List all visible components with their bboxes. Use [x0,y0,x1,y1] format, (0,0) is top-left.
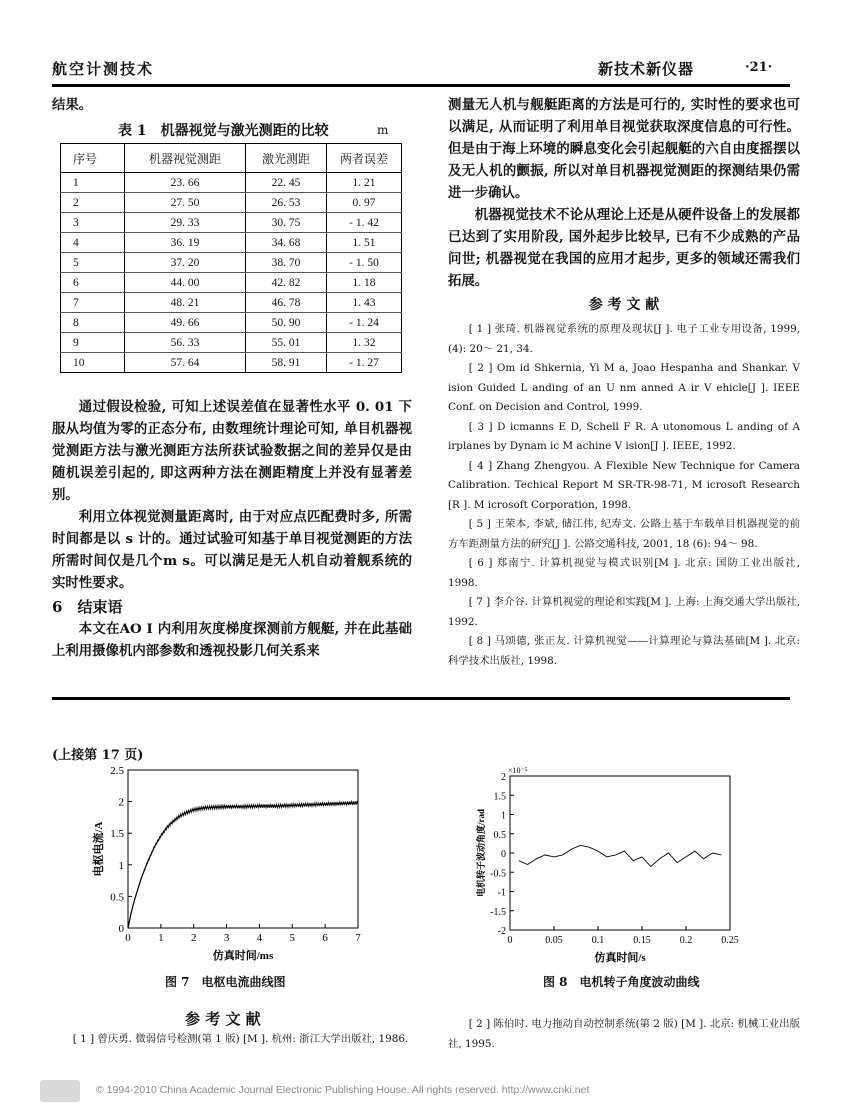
reference-item: [ 7 ] 李介谷. 计算机视觉的理论和实践[M ]. 上海: 上海交通大学出版社, 1992. [448,596,800,628]
section-title: 新技术新仪器 [598,60,695,78]
scale-note: ×10⁻⁵ [508,766,528,775]
table-cell: 8 [61,313,125,333]
reference-item: [ 1 ] 曾庆勇. 微弱信号检测(第 1 版) [M ]. 杭州: 浙江大学出版社, 1986. [72,1033,409,1045]
figure-7-chart [80,760,380,970]
paragraph: 机器视觉技术不论从理论上还是从硬件设备上的发展都已达到了实用阶段, 国外起步比较早, 已有不少成熟的产品问世; 机器视觉在我国的应用才起步, 更多的领域还需我们拓展。 [448,207,800,289]
table-cell: 49. 66 [125,313,246,333]
cnki-logo [40,1080,80,1102]
table-header-cell: 两者误差 [327,144,402,173]
table-cell: 55. 01 [246,333,327,353]
table-cell: 6 [61,273,125,293]
copyright-footer: © 1994-2010 China Academic Journal Electronic Publishing House. All rights reserved. http://www.cnki.net [96,1084,590,1096]
table-cell: 27. 50 [125,193,246,213]
table-cell: 48. 21 [125,293,246,313]
table-cell: 1. 21 [327,173,402,193]
table-cell: 26. 53 [246,193,327,213]
table-cell: 4 [61,233,125,253]
section-number: 6 [52,598,63,616]
table-cell: 2 [61,193,125,213]
y-tick-label: -1.5 [490,906,506,918]
table-cell: 9 [61,333,125,353]
reference-item: [ 6 ] 郑南宁. 计算机视觉与模式识别[M ]. 北京: 国防工业出版社, 1998. [448,557,800,589]
paragraph: 通过假设检验, 可知上述误差值在显著性水平 0. 01 下服从均值为零的正态分布, 由数理统计理论可知, 单目机器视觉测距方法与激光测距方法所获试验数据之间的差异仅是由随机误差引起的, 即这两种方法在测距精度上并没有显著差别。 [52,399,412,503]
x-tick-label: 0.25 [721,935,739,946]
y-tick-label: 1.5 [110,828,124,841]
data-line [128,803,358,928]
x-tick-label: 0.05 [545,935,563,946]
table-row [61,253,402,273]
table-row [61,293,402,313]
reference-item: [ 4 ] Zhang Zhengyou. A Flexible New Technique for Camera Calibration. Techical Report M SR-TR-98-71, M icrosoft Research [R ]. M icrosoft Corporation, 1998. [448,459,800,511]
plot-frame [128,770,358,928]
table-cell: 1. 43 [327,293,402,313]
page-number: ·21· [745,60,773,75]
y-tick-label: -0.5 [490,868,506,880]
table-cell: 7 [61,293,125,313]
table-cell: 56. 33 [125,333,246,353]
y-tick-label: 2 [501,772,506,783]
table-cell: - 1. 24 [327,313,402,333]
table-header-cell: 序号 [61,144,125,173]
table-cell: - 1. 50 [327,253,402,273]
table-cell: 1. 51 [327,233,402,253]
paragraph: 本文在AO I 内利用灰度梯度探测前方舰艇, 并在此基础上利用摄像机内部参数和透视投影几何关系来 [52,621,412,659]
table-row [61,233,402,253]
y-tick-label: 2 [118,796,124,809]
section-rule [52,697,790,700]
table-cell: 22. 45 [246,173,327,193]
reference-item: [ 8 ] 马颂德, 张正友. 计算机视觉——计算理论与算法基础[M ]. 北京: 科学技术出版社, 1998. [448,635,800,667]
paragraph: 利用立体视觉测量距离时, 由于对应点匹配费时多, 所需时间都是以 s 计的。通过试验可知基于单目视觉测距的方法所需时间仅是几个m s。可以满足是无人机自动着舰系统的实时性要求。 [52,509,412,591]
table-row [61,173,402,193]
x-tick-label: 1 [158,932,164,944]
figure-8-chart [470,764,760,970]
table-cell: 3 [61,213,125,233]
reference-item: [ 3 ] D icmanns E D, Schell F R. A utonomous L anding of A irplanes by Dynam ic M achine V ision[J ]. IEEE, 1992. [448,420,800,452]
table-row [61,213,402,233]
table-cell: 0. 97 [327,193,402,213]
left-column [52,94,412,116]
bottom-ref-left [52,1030,412,1050]
table-cell: 10 [61,353,125,373]
x-tick-label: 2 [190,932,197,944]
y-tick-label: 2.5 [110,765,124,777]
continued-note: (上接第 17 页) [52,748,144,763]
section-title: 结束语 [77,598,123,616]
table-cell: 1. 18 [327,273,402,293]
table-cell: 29. 33 [125,213,246,233]
x-tick-label: 0.15 [633,935,651,946]
table-caption: 表 1 机器视觉与激光测距的比较 [118,123,329,139]
table-cell: 36. 19 [125,233,246,253]
y-tick-label: 0 [501,849,506,860]
table-row [61,193,402,213]
reference-item: [ 1 ] 张琦. 机器视觉系统的原理及现状[J ]. 电子工业专用设备, 1999, (4): 20～ 21, 34. [448,323,800,355]
figure-7-caption: 图 7 电枢电流曲线图 [165,975,286,989]
x-tick-label: 0.1 [591,935,605,946]
x-tick-label: 7 [355,932,361,944]
table-header-cell: 激光测距 [246,144,327,173]
bottom-references-heading: 参 考 文 献 [185,1010,261,1028]
table-cell: 42. 82 [246,273,327,293]
table-cell: 58. 91 [246,353,327,373]
paragraph: 测量无人机与舰艇距离的方法是可行的, 实时性的要求也可以满足, 从而证明了利用单目视觉获取深度信息的可行性。但是由于海上环境的瞬息变化会引起舰艇的六自由度摇摆以及无人机的颤振, 所以对单目机器视觉测距的探测结果仍需进一步确认。 [448,97,800,201]
table-cell: 57. 64 [125,353,246,373]
x-tick-label: 6 [322,932,328,944]
x-tick-label: 0 [125,932,131,944]
table-cell: 44. 00 [125,273,246,293]
y-tick-label: 0.5 [493,829,506,841]
table-cell: - 1. 27 [327,353,402,373]
table-cell: 50. 90 [246,313,327,333]
y-tick-label: -2 [497,926,506,937]
x-tick-label: 0.2 [679,935,693,946]
table-cell: - 1. 42 [327,213,402,233]
references-heading: 参 考 文 献 [588,297,660,313]
x-axis-label: 仿真时间/ms [212,950,274,962]
table-cell: 38. 70 [246,253,327,273]
table-cell: 23. 66 [125,173,246,193]
table-unit: m [377,123,389,137]
reference-item: [ 5 ] 王荣本, 李斌, 储江伟, 纪寿文. 公路上基于车载单目机器视觉的前方车距测量方法的研究[J ]. 公路交通科技, 2001, 18 (6): 94～ 98. [448,518,800,550]
table-cell: 5 [61,253,125,273]
right-column [448,94,800,671]
y-tick-label: 0.5 [110,891,124,904]
header-rule [52,84,790,87]
table-cell: 34. 68 [246,233,327,253]
table-1 [60,143,402,373]
reference-item: [ 2 ] Om id Shkernia, Yi M a, Joao Hespanha and Shankar. V ision Guided L anding of an U nm anned A ir V ehicle[J ]. IEEE Conf. on Decision and Control, 1999. [448,362,800,413]
x-tick-label: 5 [289,932,296,944]
table-cell: 1 [61,173,125,193]
x-axis-label: 仿真时间/s [594,952,646,964]
y-axis-label: 电枢电流/A [93,821,105,877]
y-tick-label: 0 [118,923,124,935]
x-tick-label: 0 [507,935,513,946]
table-header-cell: 机器视觉测距 [125,144,246,173]
y-tick-label: 1.5 [493,791,506,803]
table-cell: 46. 78 [246,293,327,313]
x-tick-label: 3 [223,932,230,944]
reference-list [448,320,800,671]
table-row [61,313,402,333]
y-tick-label: 1 [501,810,506,822]
section-heading [52,596,412,618]
y-axis-label: 电机转子波动角度/rad [476,808,486,898]
table-cell: 30. 75 [246,213,327,233]
y-tick-label: 1 [118,859,124,872]
journal-title: 航空计测技术 [52,60,155,78]
data-line [519,845,721,866]
left-body [52,396,412,662]
table-row [61,333,402,353]
table-cell: 37. 20 [125,253,246,273]
intro-text: 结果。 [52,97,93,113]
table-row [61,353,402,373]
table-cell: 1. 32 [327,333,402,353]
bottom-ref-right [448,1015,800,1054]
figure-8-caption: 图 8 电机转子角度波动曲线 [543,975,700,989]
data-line-noise [128,801,358,928]
y-tick-label: -1 [497,887,506,899]
table-row [61,273,402,293]
x-tick-label: 4 [256,932,263,944]
reference-item: [ 2 ] 陈伯时. 电力拖动自动控制系统(第 2 版) [M ]. 北京: 机械工业出版社, 1995. [448,1018,800,1050]
